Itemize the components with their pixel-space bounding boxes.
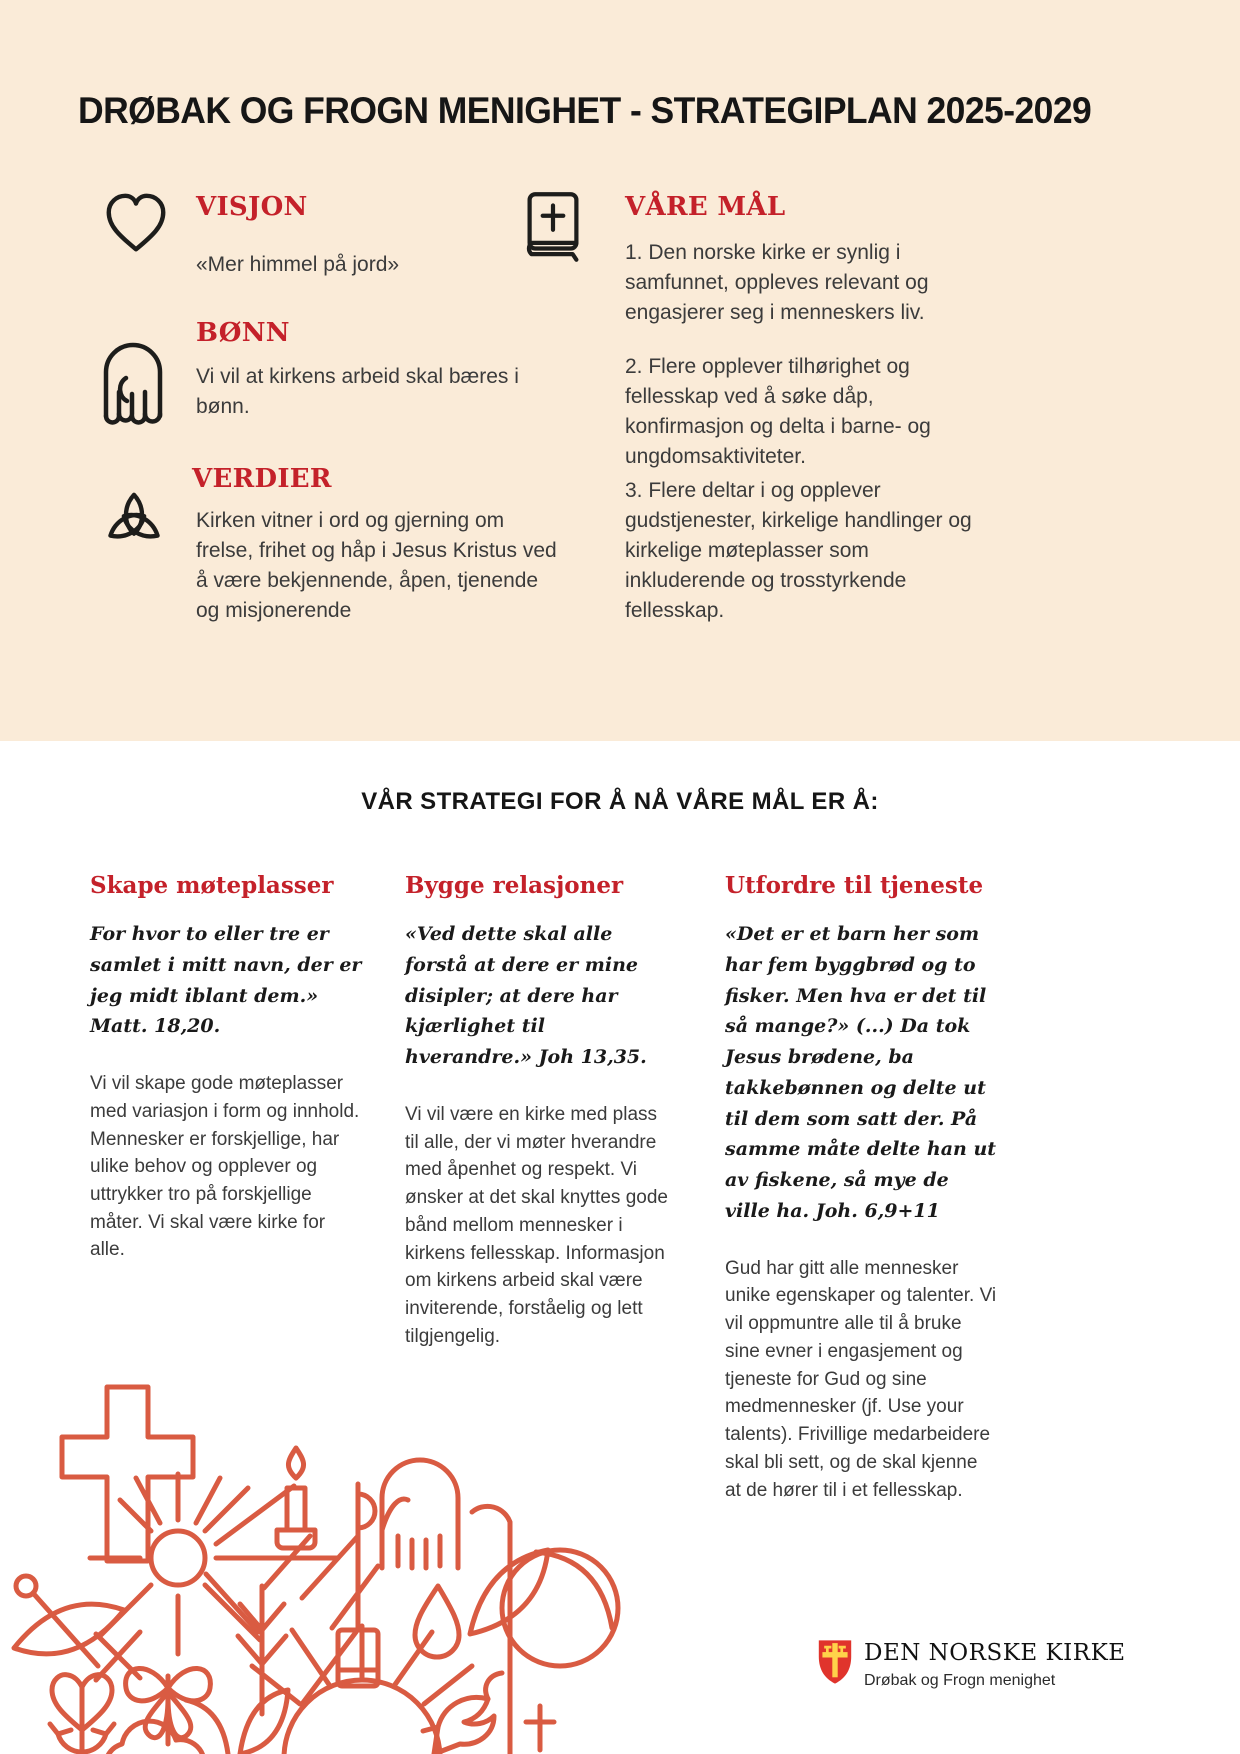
visjon-heading: VISJON xyxy=(196,192,308,222)
column-heading: Utfordre til tjeneste xyxy=(725,872,984,899)
strategy-column-moteplasser xyxy=(90,872,362,1264)
verdier-text: Kirken vitner i ord og gjerning om frelse, frihet og håp i Jesus Kristus ved å være bekjennende, åpen, tjenende og misjonerende xyxy=(196,509,557,623)
page-title: DRØBAK OG FROGN MENIGHET - STRATEGIPLAN 2025-2029 xyxy=(78,90,1092,131)
column-quote: «Ved dette skal alle forstå at dere er mine disipler; at dere har kjærlighet til hverandre.» Joh 13,35. xyxy=(405,923,647,1069)
verdier-heading: VERDIER xyxy=(192,464,332,494)
maal-heading: VÅRE MÅL xyxy=(625,192,786,222)
column-quote: «Det er et barn her som har fem byggbrød og to fisker. Men hva er det til så mange?» (...) Da tok Jesus brødene, ba takkebønnen og delte ut til dem som satt der. På samme måte delte han ut av fiskene, så mye de ville ha. Joh. 6,9+11 xyxy=(725,923,997,1222)
column-quote: For hvor to eller tre er samlet i mitt navn, der er jeg midt iblant dem.» Matt. 18,20. xyxy=(90,923,362,1038)
footer-org-name: DEN NORSKE KIRKE xyxy=(864,1640,1126,1666)
bonn-text: Vi vil at kirkens arbeid skal bæres i bønn. xyxy=(196,365,519,419)
bonn-heading: BØNN xyxy=(196,318,290,348)
bible-book-icon xyxy=(524,190,582,269)
column-body: Gud har gitt alle mennesker unike egenskaper og talenter. Vi vil oppmuntre alle til å bruke sine evner i engasjement og tjeneste for Gud og sine medmennesker (jf. Use your talents). Frivillige medarbeidere skal bli sett, og de skal kjenne at de hører til i et fellesskap. xyxy=(725,1257,997,1501)
heart-icon xyxy=(100,190,172,263)
strategy-column-tjeneste xyxy=(725,872,997,1504)
footer-parish-name: Drøbak og Frogn menighet xyxy=(864,1672,1056,1689)
column-body: Vi vil være en kirke med plass til alle, der vi møter hverandre med åpenhet og respekt. Vi ønsker at det skal knyttes gode bånd mellom mennesker i kirkens fellesskap. Informasjon om kirkens arbeid skal være inviterende, forståelig og lett tilgjengelig. xyxy=(405,1103,668,1347)
visjon-text: «Mer himmel på jord» xyxy=(196,253,400,276)
column-heading: Skape møteplasser xyxy=(90,872,334,899)
column-body: Vi vil skape gode møteplasser med variasjon i form og innhold. Mennesker er forskjellige, har ulike behov og opplever og uttrykker tro på forskjellige måter. Vi skal være kirke for alle. xyxy=(90,1073,360,1261)
christian-symbols-illustration xyxy=(0,1236,680,1754)
church-crest-icon xyxy=(817,1638,853,1691)
trinity-knot-icon xyxy=(100,486,168,563)
goal-3: 3. Flere deltar i og opplever gudstjenester, kirkelige handlinger og kirkelige møteplasser som inkluderende og trosstyrkende fellesskap. xyxy=(625,479,972,623)
column-heading: Bygge relasjoner xyxy=(405,872,624,899)
goal-2: 2. Flere opplever tilhørighet og fellesskap ved å søke dåp, konfirmasjon og delta i barne- og ungdomsaktiviteter. xyxy=(625,355,931,469)
goal-1: 1. Den norske kirke er synlig i samfunnet, oppleves relevant og engasjerer seg i menneskers liv. xyxy=(625,241,929,325)
strategy-heading: VÅR STRATEGI FOR Å NÅ VÅRE MÅL ER Å: xyxy=(361,788,879,815)
praying-hand-icon xyxy=(96,334,170,435)
